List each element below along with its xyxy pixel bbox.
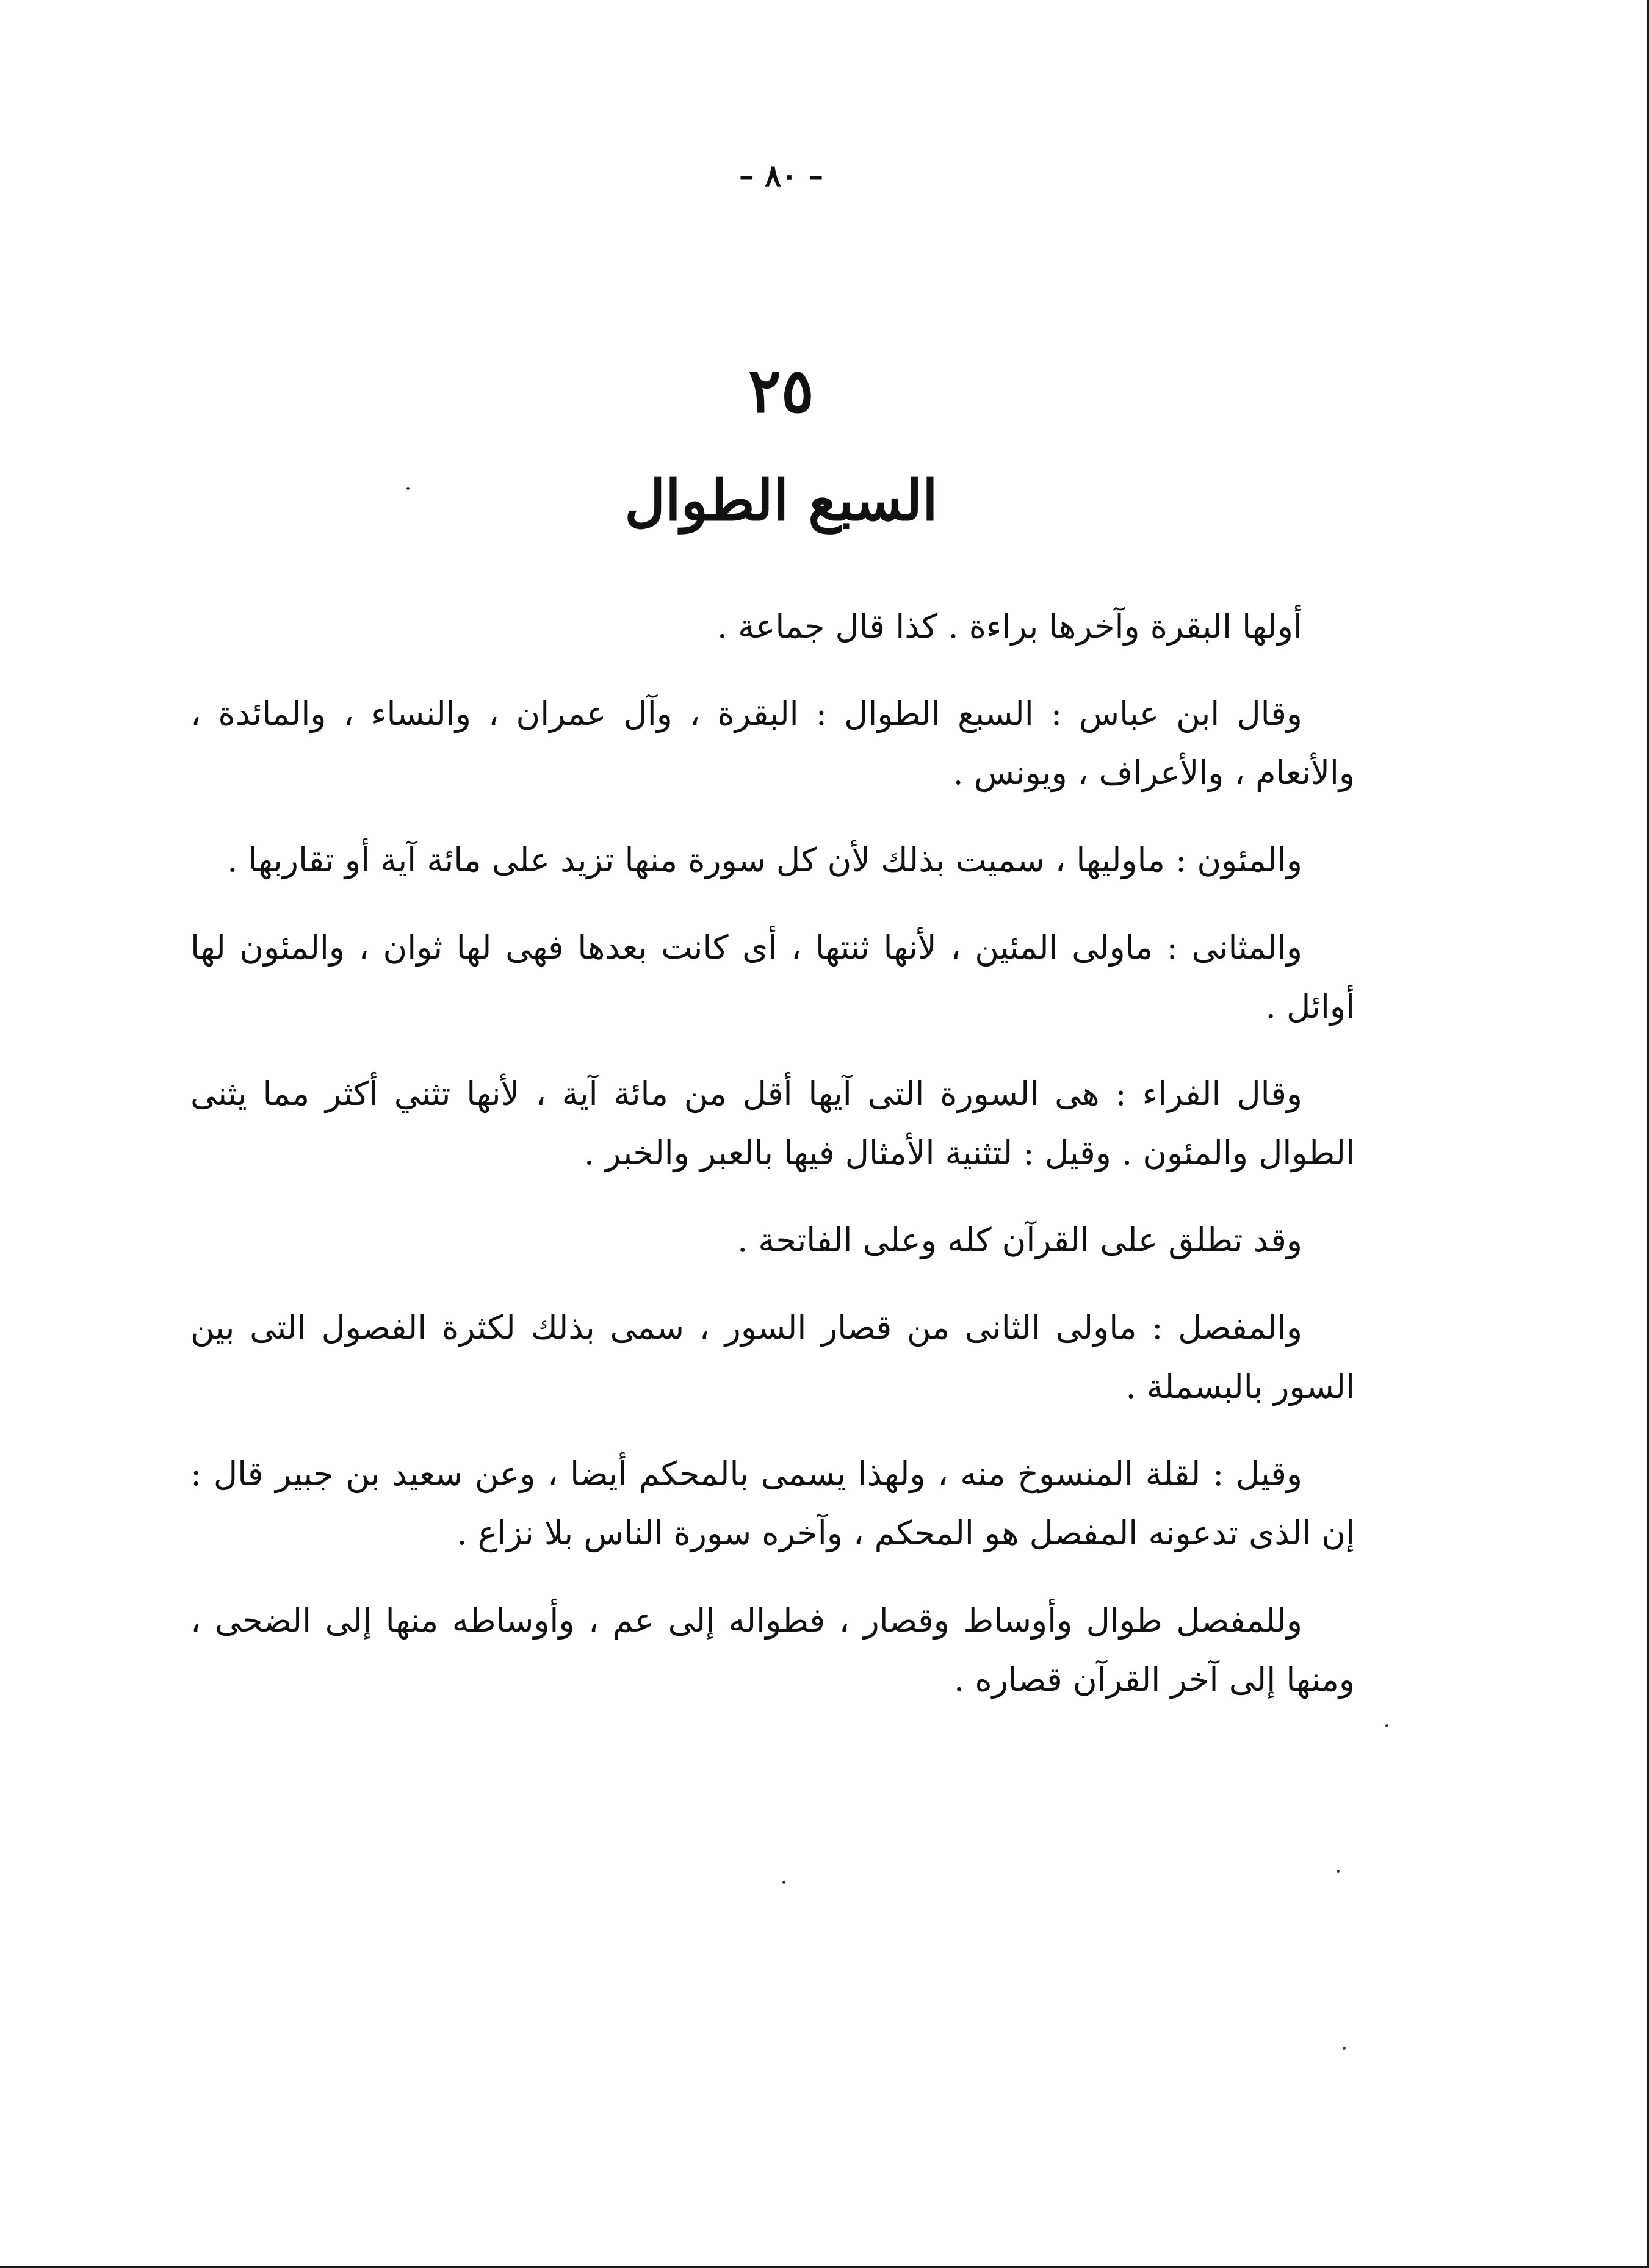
paragraph-9: وللمفصل طوال وأوساط وقصار ، فطواله إلى عم ، وأوساطه منها إلى الضحى ، ومنها إلى آخر القرآن قصاره . xyxy=(190,1601,1355,1699)
paragraph-8: وقيل : لقلة المنسوخ منه ، ولهذا يسمى بالمحكم أيضا ، وعن سعيد بن جبير قال : إن الذى تدعونه المفصل هو المحكم ، وآخره سورة الناس بلا نزاع . xyxy=(190,1455,1355,1552)
paragraph-7: والمفصل : ماولى الثانى من قصار السور ، سمى بذلك لكثرة الفصول التى بين السور بالبسملة . xyxy=(190,1308,1355,1406)
paragraph-3: والمئون : ماوليها ، سميت بذلك لأن كل سورة منها تزيد على مائة آية أو تقاربها . xyxy=(227,841,1302,879)
chapter-title: السبع الطوال xyxy=(624,467,938,533)
paragraph-2: وقال ابن عباس : السبع الطوال : البقرة ، وآل عمران ، والنساء ، والمائدة ، والأنعام ، والأعراف ، ويونس . xyxy=(190,694,1355,792)
scan-speck xyxy=(782,1881,785,1884)
chapter-number: ٢٥ xyxy=(748,355,814,427)
page-number: – ٨٠ – xyxy=(738,157,824,193)
body-text xyxy=(190,597,1355,1737)
paragraph-4: والمثانى : ماولى المئين ، لأنها ثنتها ، أى كانت بعدها فهى لها ثوان ، والمئون لها أوائل . xyxy=(190,928,1355,1026)
scan-speck xyxy=(1343,2047,1346,2050)
scan-speck xyxy=(406,487,410,490)
paragraph-5: وقال الفراء : هى السورة التى آيها أقل من مائة آية ، لأنها تثني أكثر مما يثنى الطوال والمئون . وقيل : لتثنية الأمثال فيها بالعبر والخبر . xyxy=(190,1075,1355,1172)
scan-speck xyxy=(1337,1870,1340,1873)
scan-speck xyxy=(1385,1724,1388,1727)
paragraph-1: أولها البقرة وآخرها براءة . كذا قال جماعة . xyxy=(716,607,1302,646)
paragraph-6: وقد تطلق على القرآن كله وعلى الفاتحة . xyxy=(737,1221,1302,1259)
